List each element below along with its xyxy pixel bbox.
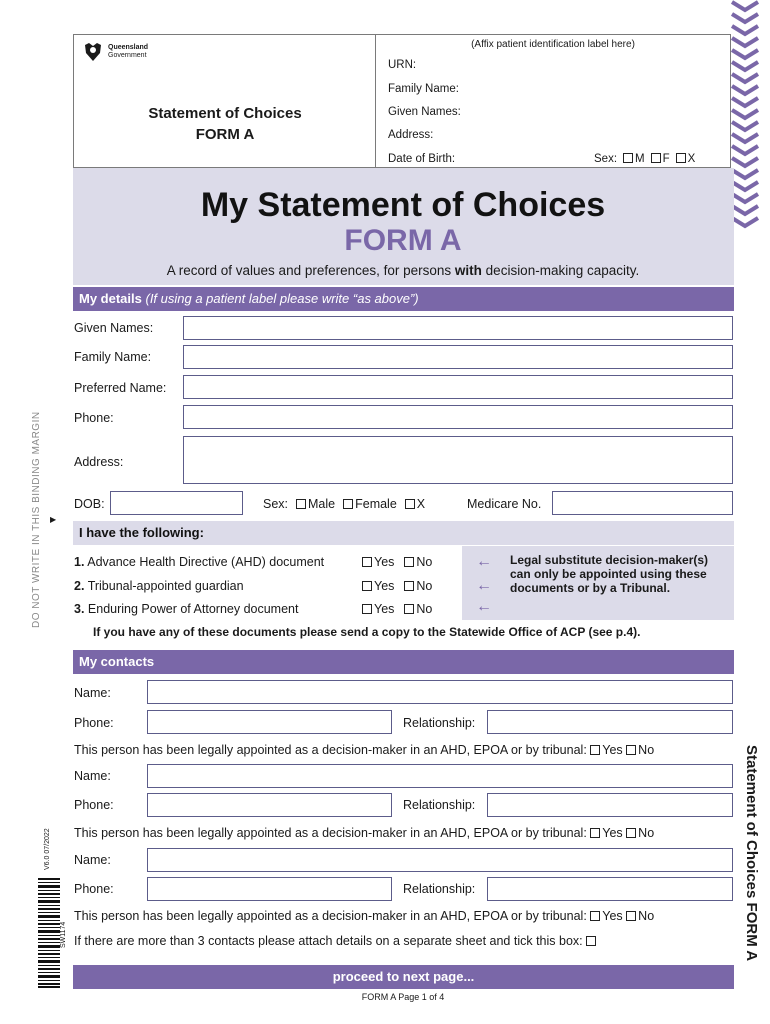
yes-label: Yes (374, 579, 395, 593)
sex-label: Sex: (263, 497, 289, 511)
address-label: Address: (74, 455, 124, 469)
no-label: No (416, 555, 433, 569)
family-name-label: Family Name: (74, 350, 152, 364)
sex-x-option[interactable] (676, 153, 696, 165)
page-title: My Statement of Choices (200, 186, 606, 224)
yes-option[interactable] (590, 909, 622, 923)
preferred-name-label: Preferred Name: (74, 381, 167, 395)
document-row-guardian (74, 579, 244, 593)
document-row-ahd (74, 555, 324, 569)
checkbox-icon[interactable] (362, 557, 372, 567)
contact-1-relationship-field[interactable] (487, 710, 733, 734)
subtitle-bold: with (454, 263, 482, 278)
address-field[interactable] (183, 436, 733, 484)
checkbox-icon[interactable] (404, 557, 414, 567)
contact-name-label: Name: (74, 853, 111, 867)
side-form-title: Statement of Choices FORM A (743, 745, 760, 962)
no-label: No (638, 826, 655, 840)
contact-2-name-field[interactable] (147, 764, 733, 788)
dob-field[interactable] (110, 491, 243, 515)
address-label: Address: (388, 129, 434, 141)
checkbox-icon[interactable] (296, 499, 306, 509)
checkbox-icon[interactable] (590, 911, 600, 921)
contact-phone-label: Phone: (74, 882, 114, 896)
yes-label: Yes (374, 602, 395, 616)
document-label: Enduring Power of Attorney document (87, 602, 299, 616)
checkbox-icon[interactable] (362, 604, 372, 614)
document-row-epoa (74, 602, 298, 616)
family-name-field[interactable] (183, 345, 733, 369)
form-title-line-2: FORM A (195, 126, 255, 143)
checkbox-icon[interactable] (405, 499, 415, 509)
form-title (74, 103, 376, 145)
document-num: 2. (74, 579, 85, 593)
contact-1-phone-field[interactable] (147, 710, 392, 734)
preferred-name-field[interactable] (183, 375, 733, 399)
sex-x-label: X (687, 153, 696, 165)
logo-line-1: Queensland (108, 44, 149, 51)
yes-label: Yes (602, 743, 623, 757)
contact-relationship-label: Relationship: (403, 882, 476, 896)
legal-substitute-note: Legal substitute decision-maker(s) can only be appointed using these documents or by a Tribunal. (510, 553, 709, 595)
document-num: 3. (74, 602, 85, 616)
appointed-question: This person has been legally appointed as a decision-maker in an AHD, EPOA or by tribunal: (74, 909, 587, 923)
contact-3-appointed (74, 909, 654, 923)
contact-relationship-label: Relationship: (403, 798, 476, 812)
yes-option[interactable] (362, 602, 394, 616)
yes-option[interactable] (362, 579, 394, 593)
logo-line-2: Government (108, 52, 147, 59)
arrow-left-icon: ← (476, 598, 492, 615)
appointed-question: This person has been legally appointed as a decision-maker in an AHD, EPOA or by tribunal: (74, 826, 587, 840)
more-contacts-row (74, 934, 598, 948)
qld-government-logo (82, 41, 148, 63)
contact-name-label: Name: (74, 686, 111, 700)
female-label: Female (355, 497, 397, 511)
my-details-note: (If using a patient label please write “as above”) (145, 291, 419, 306)
contact-2-appointed (74, 826, 654, 840)
checkbox-icon[interactable] (676, 153, 686, 163)
form-identity (74, 35, 376, 167)
document-num: 1. (74, 555, 85, 569)
contact-relationship-label: Relationship: (403, 716, 476, 730)
patient-label-area[interactable] (376, 35, 730, 167)
checkbox-icon[interactable] (626, 745, 636, 755)
affix-label-note: (Affix patient identification label here) (471, 39, 635, 50)
yes-option[interactable] (362, 555, 394, 569)
arrow-left-icon: ← (476, 553, 492, 570)
no-option[interactable] (404, 579, 432, 593)
checkbox-icon[interactable] (343, 499, 353, 509)
checkbox-icon[interactable] (590, 828, 600, 838)
more-contacts-checkbox-icon[interactable] (586, 936, 596, 946)
form-title-line-1: Statement of Choices (148, 105, 302, 122)
checkbox-icon[interactable] (404, 604, 414, 614)
no-option[interactable] (626, 826, 654, 840)
sex-f-label: F (662, 153, 670, 165)
documents-heading: I have the following: (73, 521, 734, 545)
medicare-label: Medicare No. (467, 497, 542, 511)
page-number: FORM A Page 1 of 4 (361, 992, 445, 1002)
contact-2-relationship-field[interactable] (487, 793, 733, 817)
send-copy-note: If you have any of these documents please send a copy to the Statewide Office of ACP (see p.4). (93, 625, 641, 639)
sex-options (594, 153, 695, 165)
patient-header (73, 34, 731, 168)
dob-label: Date of Birth: (388, 153, 456, 165)
medicare-field[interactable] (552, 491, 733, 515)
banner-subtitle (0, 263, 770, 278)
checkbox-icon[interactable] (404, 581, 414, 591)
no-label: No (416, 579, 433, 593)
more-contacts-note: If there are more than 3 contacts please attach details on a separate sheet and tick this box: (74, 934, 583, 948)
crest-icon (82, 41, 104, 63)
yes-label: Yes (602, 909, 623, 923)
barcode-icon (38, 878, 60, 988)
contact-phone-label: Phone: (74, 798, 114, 812)
proceed-bar: proceed to next page... (73, 965, 734, 989)
document-label: Tribunal-appointed guardian (87, 579, 244, 593)
checkbox-icon[interactable] (651, 153, 661, 163)
given-names-field[interactable] (183, 316, 733, 340)
logo-text (108, 44, 148, 60)
no-label: No (416, 602, 433, 616)
phone-label: Phone: (74, 411, 114, 425)
ahd-yes-no (362, 555, 432, 569)
contact-1-appointed (74, 743, 654, 757)
yes-option[interactable] (590, 743, 622, 757)
female-option[interactable] (343, 497, 397, 511)
document-label: Advance Health Directive (AHD) document (87, 555, 325, 569)
epoa-yes-no (362, 602, 432, 616)
my-contacts-heading: My contacts (73, 650, 734, 674)
subtitle-post: decision-making capacity. (481, 263, 640, 278)
checkbox-icon[interactable] (626, 911, 636, 921)
binding-margin-note: DO NOT WRITE IN THIS BINDING MARGIN (31, 411, 42, 628)
appointed-question: This person has been legally appointed as a decision-maker in an AHD, EPOA or by tribunal: (74, 743, 587, 757)
sex-m-label: M (635, 153, 645, 165)
sex-f-option[interactable] (651, 153, 670, 165)
contact-3-name-field[interactable] (147, 848, 733, 872)
contact-3-relationship-field[interactable] (487, 877, 733, 901)
arrow-left-icon: ← (476, 577, 492, 594)
contact-2-phone-field[interactable] (147, 793, 392, 817)
no-option[interactable] (626, 743, 654, 757)
dob-label: DOB: (74, 497, 105, 511)
form-code: SW1174 (60, 921, 67, 948)
x-option[interactable] (405, 497, 425, 511)
no-label: No (638, 743, 655, 757)
triangle-marker-icon: ▶ (50, 515, 57, 524)
yes-option[interactable] (590, 826, 622, 840)
version-label: V6.0 07/2022 (44, 828, 51, 870)
my-details-heading (73, 287, 734, 311)
sex-m-option[interactable] (623, 153, 645, 165)
contact-1-name-field[interactable] (147, 680, 733, 704)
given-names-label: Given Names: (74, 321, 154, 335)
checkbox-icon[interactable] (590, 745, 600, 755)
family-name-label: Family Name: (388, 83, 459, 95)
no-option[interactable] (404, 602, 432, 616)
no-option[interactable] (404, 555, 432, 569)
contact-name-label: Name: (74, 769, 111, 783)
subtitle-pre: A record of values and preferences, for persons (166, 263, 455, 278)
sex-label: Sex: (594, 153, 618, 165)
given-names-label: Given Names: (388, 106, 461, 118)
no-label: No (638, 909, 655, 923)
urn-label: URN: (388, 59, 417, 71)
sex-options (263, 497, 425, 511)
my-details-title: My details (79, 291, 142, 306)
guardian-yes-no (362, 579, 432, 593)
form-subtitle: FORM A (344, 224, 462, 257)
yes-label: Yes (374, 555, 395, 569)
checkbox-icon[interactable] (626, 828, 636, 838)
x-label: X (416, 497, 426, 511)
male-label: Male (308, 497, 336, 511)
yes-label: Yes (602, 826, 623, 840)
male-option[interactable] (296, 497, 335, 511)
no-option[interactable] (626, 909, 654, 923)
checkbox-icon[interactable] (623, 153, 633, 163)
checkbox-icon[interactable] (362, 581, 372, 591)
contact-3-phone-field[interactable] (147, 877, 392, 901)
contact-phone-label: Phone: (74, 716, 114, 730)
phone-field[interactable] (183, 405, 733, 429)
